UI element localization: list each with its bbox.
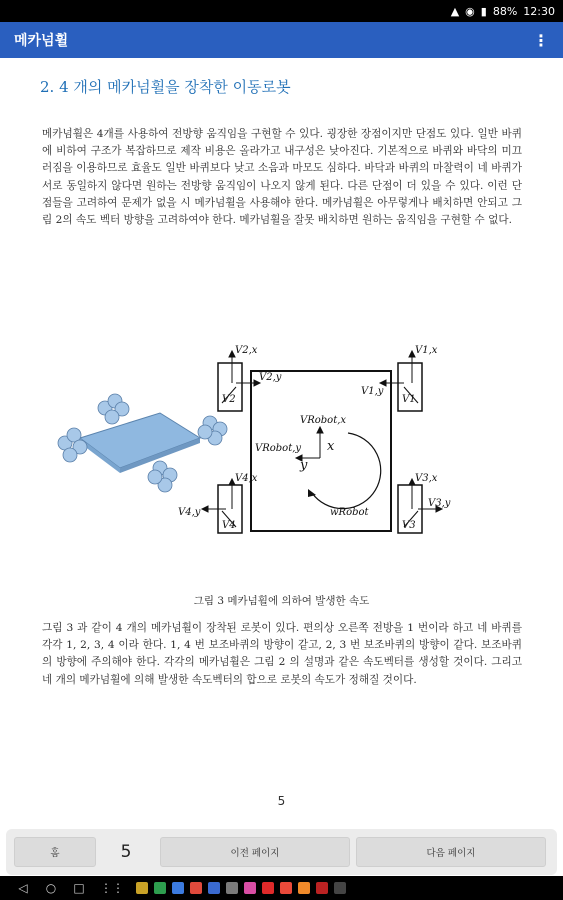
chat-app-icon[interactable] [154,882,166,894]
battery-icon: ▮ [480,4,487,18]
more-vert-icon[interactable]: ⋮ [533,30,549,50]
label-w-robot: wRobot [330,507,369,518]
camera-app-icon[interactable] [226,882,238,894]
chrome-app-icon[interactable] [190,882,202,894]
label-v3: V3 [402,520,416,531]
label-v2x: V2,x [235,345,258,356]
label-v2y: V2,y [259,372,282,383]
app-title: 메카넘휠 [14,33,69,49]
label-v4y: V4,y [178,507,201,518]
next-page-button[interactable]: 다음 페이지 [356,837,546,867]
label-vrobot-y: VRobot,y [255,443,302,454]
system-nav-bar [0,876,563,900]
folder-app-icon[interactable] [136,882,148,894]
robot-illustration [58,394,227,492]
label-vrobot-x: VRobot,x [300,415,347,426]
label-y: y [300,458,308,473]
paragraph-1: 메카넘휠은 4개를 사용하여 전방향 움직임을 구현할 수 있다. 굉장한 장점이지만 단점도 있다. 일반 바퀴에 비하여 구조가 복잡하므로 제작 비용은 올라가고 내구성은 낮아진다. 기본적으로 바퀴와 바닥의 미끄러짐을 이용하므로 효율도 일반 바퀴보다 낮고 소음과 마모도 심하다. 바닥과 바퀴의 마찰력이 네 바퀴가 서로 동일하지 않다면 원하는 전방향 움직임이 나오지 않게 된다. 다른 단점이 더 있을 수 있다. 이런 단점들을 고려하여 문제가 없을 시 메카넘휠을 사용해야 한다. 메카넘휠은 아무렇게나 배치하면 안되고 그림 2의 속도 벡터 방향을 고려하여야 한다. 메카넘휠을 잘못 배치하면 원하는 움직임을 구현할 수 없다. [42,128,522,227]
gallery-app-icon[interactable] [244,882,256,894]
document-page [0,58,563,830]
figure-caption: 그림 3 메카넘휠에 의하여 발생한 속도 [193,595,370,607]
docs-app-icon[interactable] [208,882,220,894]
office-app-icon[interactable] [298,882,310,894]
prev-page-button[interactable]: 이전 페이지 [160,837,350,867]
status-bar [0,0,563,22]
back-icon[interactable]: ◁ [18,881,28,895]
label-v4x: V4,x [235,473,258,484]
home-icon[interactable]: ○ [45,881,57,895]
figure-mecanum-diagram [50,343,470,553]
wifi-icon: ◉ [465,4,475,18]
label-v2: V2 [222,394,236,405]
label-v1y: V1,y [361,386,384,397]
play-app-icon[interactable] [280,882,292,894]
page-number: 5 [277,794,286,808]
app-bar [0,22,563,58]
battery-level: 88% [492,4,518,18]
label-v3x: V3,x [415,473,438,484]
paragraph-2: 그림 3 과 같이 4 개의 메카넘휠이 장착된 로봇이 있다. 편의상 오른쪽 전방을 1 번이라 하고 네 바퀴를 각각 1, 2, 3, 4 이라 한다. 1, 4 번 보조바퀴의 방향이 같고, 2, 3 번 보조바퀴의 방향이 같다. 보조바퀴의 방향에 주의해야 한다. 각각의 메카넘휠은 그림 2 의 설명과 같은 속도벡터를 생성할 것이다. 그리고 네 개의 메카넘휠에 의해 발생한 속도벡터의 합으로 로봇의 속도가 정해질 것이다. [42,622,522,686]
messages-app-icon[interactable] [172,882,184,894]
label-v3y: V3,y [428,498,451,509]
clock: 12:30 [523,4,555,18]
recents-icon[interactable]: □ [73,881,85,895]
bottom-controls [6,829,557,875]
current-page-display: 5 [120,842,132,862]
label-v1x: V1,x [415,345,438,356]
apps-grid-icon[interactable]: ⋮⋮ [100,881,124,895]
taskbar-apps [136,882,346,894]
section-title: 2. 4 개의 메카넘휠을 장착한 이동로봇 [40,78,291,96]
youtube-app-icon[interactable] [262,882,274,894]
pdf-app-icon[interactable] [316,882,328,894]
home-button[interactable]: 홈 [14,837,96,867]
settings-app-icon[interactable] [334,882,346,894]
label-v1: V1 [402,394,416,405]
notification-icon: ▲ [450,4,460,18]
figure-svg [50,343,470,553]
label-v4: V4 [222,520,236,531]
label-x: x [327,439,335,454]
